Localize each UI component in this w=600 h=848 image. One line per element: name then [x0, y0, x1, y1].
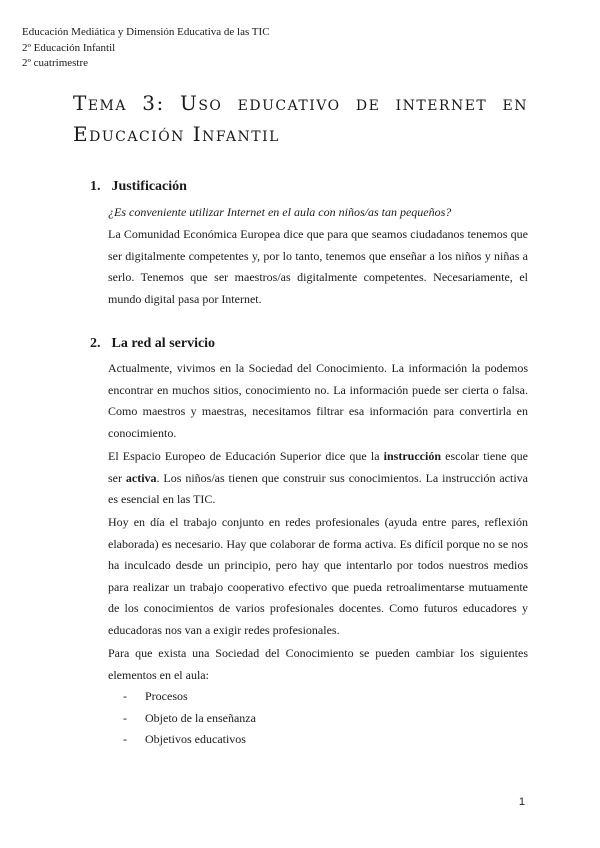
p2-bold-activa: activa [125, 470, 157, 485]
section-1-question: ¿Es conveniente utilizar Internet en el aula con niños/as tan pequeños? [108, 205, 452, 219]
header-degree: 2º Educación Infantil [22, 41, 116, 54]
elements-list [123, 686, 256, 751]
list-marker: - [123, 710, 127, 725]
section-2-title: La red al servicio [111, 336, 216, 351]
header-course: Educación Mediática y Dimensión Educativa de las TIC [22, 26, 270, 38]
document-header [22, 25, 270, 72]
p2-text-c: escolar tiene que ser [108, 449, 529, 485]
list-item-text: Objeto de la enseñanza [145, 710, 256, 725]
list-item-text: Objetivos educativos [145, 732, 246, 746]
list-item [123, 729, 256, 751]
p2-text-e: . Los niños/as tienen que construir sus conocimientos. La instrucción activa es esencial en las TIC. [108, 470, 528, 506]
p2-bold-instruccion: instrucción [383, 449, 442, 463]
list-item [123, 708, 256, 730]
section-2-paragraph-2 [108, 446, 528, 511]
page-number: 1 [518, 796, 525, 808]
page-title: Tema 3: Uso educativo de internet en Educación Infantil [73, 91, 528, 146]
list-item [123, 686, 256, 708]
section-1-paragraph: La Comunidad Económica Europea dice que para que seamos ciudadanos tenemos que ser digitalmente competentes y, por lo tanto, tenemos que enseñar a los niños y niñas a serlo. Tenemos que ser maestros/as digitalmente competentes. Necesariamente, el mundo digital pasa por Internet. [108, 227, 528, 306]
section-1-title: Justificación [111, 179, 187, 194]
p2-text-a: El Espacio Europeo de Educación Superior dice que la [108, 449, 384, 463]
section-2-paragraph-3: Hoy en día el trabajo conjunto en redes profesionales (ayuda entre pares, reflexión elaborada) es necesario. Hay que colaborar de forma activa. Es difícil porque no se nos ha inculcado desde un principio, pero hay que intentarlo por todos nuestros medios para realizar un trabajo cooperativo efectivo que pueda retroalimentarse mutuamente de los conocimientos de varios profesionales docentes. Como futuros educadores y educadoras nos van a exigir redes profesionales. [108, 515, 528, 637]
section-2-paragraph-1: Actualmente, vivimos en la Sociedad del Conocimiento. La información la podemos encontrar en muchos sitios, conocimiento no. La información puede ser cierta o falsa. Como maestros y maestras, necesitamos filtrar esa información para convertirla en conocimiento. [108, 361, 528, 440]
list-marker: - [123, 732, 127, 746]
section-2-paragraph-4: Para que exista una Sociedad del Conocimiento se pueden cambiar los siguientes elementos en el aula: [108, 646, 528, 682]
header-term: 2º cuatrimestre [22, 57, 89, 69]
section-2-heading [90, 336, 215, 352]
section-2-number: 2. [90, 336, 101, 351]
section-1-heading [90, 179, 187, 195]
section-1-number: 1. [90, 179, 101, 194]
list-item-text: Procesos [145, 689, 188, 703]
list-marker: - [123, 689, 127, 703]
